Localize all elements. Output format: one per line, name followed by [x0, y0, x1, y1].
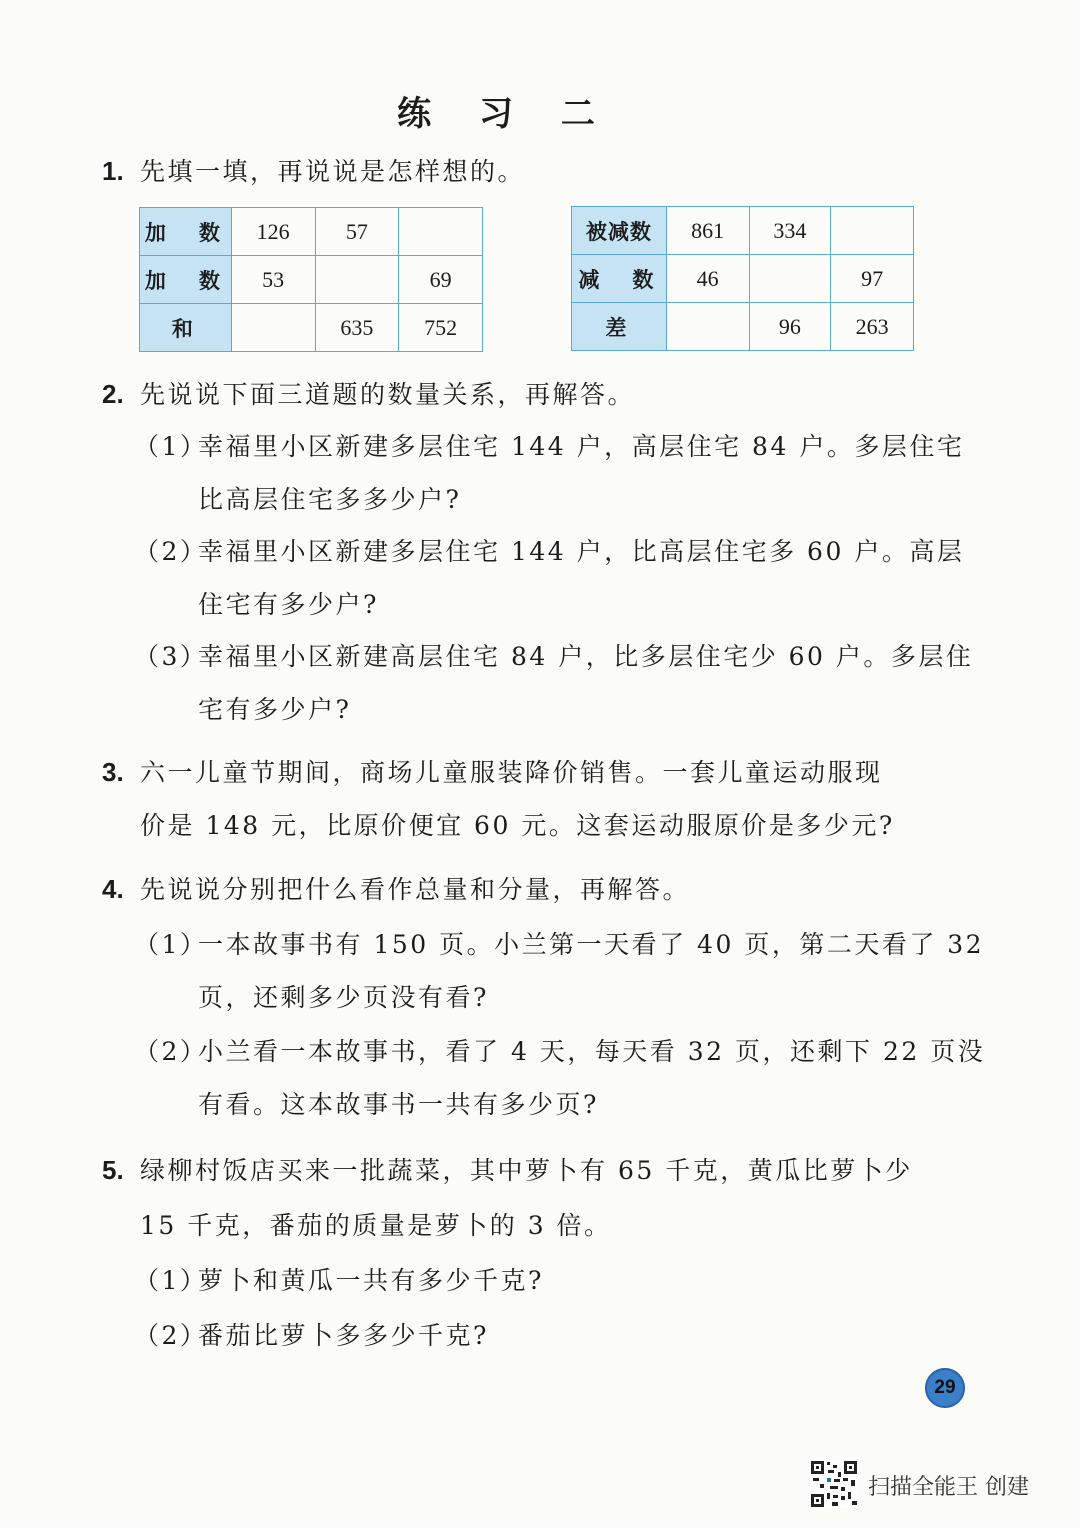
subquestion-line: 页，还剩多少页没有看?	[198, 983, 489, 1012]
subquestion-line: 比高层住宅多多少户?	[198, 485, 462, 514]
table-cell	[831, 207, 914, 255]
subquestion-line: 幸福里小区新建多层住宅 144 户，高层住宅 84 户。多层住宅	[198, 432, 965, 461]
table-row	[140, 256, 483, 304]
table-cell: 53	[231, 256, 315, 304]
subquestion-line: 小兰看一本故事书，看了 4 天，每天看 32 页，还剩下 22 页没	[198, 1037, 986, 1066]
table-row	[572, 255, 914, 303]
table-cell: 69	[399, 256, 483, 304]
table-row	[140, 304, 483, 352]
page-title: 练 习 二	[397, 94, 613, 134]
page-number-badge: 29	[925, 1368, 965, 1408]
question-3-line: 价是 148 元，比原价便宜 60 元。这套运动服原价是多少元?	[140, 811, 895, 840]
question-3-number: 3.	[102, 757, 124, 787]
subquestion-number: （2）	[134, 537, 208, 566]
table-header-cell: 和	[140, 304, 232, 352]
table-cell: 97	[831, 255, 914, 303]
question-4-text: 先说说分别把什么看作总量和分量，再解答。	[140, 875, 691, 904]
subquestion-number: （3）	[134, 642, 208, 671]
table-cell	[399, 208, 483, 256]
subquestion-line: 宅有多少户?	[198, 695, 352, 724]
question-2-number: 2.	[102, 379, 124, 409]
table-header-cell: 加 数	[140, 256, 232, 304]
question-2-text: 先说说下面三道题的数量关系，再解答。	[140, 380, 636, 409]
subquestion-number: （2）	[134, 1037, 208, 1066]
table-cell	[749, 255, 831, 303]
table-cell: 96	[749, 303, 831, 351]
subquestion-number: （1）	[134, 1266, 208, 1295]
table-cell: 46	[666, 255, 749, 303]
table-header-cell: 加 数	[140, 208, 232, 256]
question-5-line: 15 千克，番茄的质量是萝卜的 3 倍。	[140, 1211, 612, 1240]
subquestion-number: （1）	[134, 432, 208, 461]
table-row	[572, 303, 914, 351]
subquestion-line: 幸福里小区新建多层住宅 144 户，比高层住宅多 60 户。高层	[198, 537, 965, 566]
table-cell: 263	[831, 303, 914, 351]
table-row	[140, 208, 483, 256]
table-row	[572, 207, 914, 255]
table-cell	[666, 303, 749, 351]
table-cell	[231, 304, 315, 352]
subquestion-line: 幸福里小区新建高层住宅 84 户，比多层住宅少 60 户。多层住	[198, 642, 974, 671]
qr-code-icon	[810, 1460, 858, 1508]
question-5-number: 5.	[102, 1155, 124, 1185]
table-cell: 752	[399, 304, 483, 352]
subquestion-number: （2）	[134, 1321, 208, 1350]
subquestion-line: 有看。这本故事书一共有多少页?	[198, 1090, 599, 1119]
table-header-cell: 被减数	[572, 207, 667, 255]
subquestion-line: 萝卜和黄瓜一共有多少千克?	[198, 1266, 544, 1295]
table-cell: 126	[231, 208, 315, 256]
question-4-number: 4.	[102, 874, 124, 904]
table-header-cell: 差	[572, 303, 667, 351]
table-cell: 57	[315, 208, 399, 256]
subquestion-line: 一本故事书有 150 页。小兰第一天看了 40 页，第二天看了 32	[198, 930, 985, 959]
watermark-text: 扫描全能王 创建	[868, 1475, 1029, 1500]
question-1-number: 1.	[102, 156, 124, 186]
table-cell: 334	[749, 207, 831, 255]
subquestion-line: 住宅有多少户?	[198, 590, 379, 619]
table-cell	[315, 256, 399, 304]
question-1-text: 先填一填，再说说是怎样想的。	[140, 157, 526, 186]
subquestion-number: （1）	[134, 930, 208, 959]
table-cell: 861	[666, 207, 749, 255]
table-cell: 635	[315, 304, 399, 352]
addition-table	[139, 207, 483, 352]
question-3-line: 六一儿童节期间，商场儿童服装降价销售。一套儿童运动服现	[140, 758, 883, 787]
subquestion-line: 番茄比萝卜多多少千克?	[198, 1321, 489, 1350]
table-header-cell: 减 数	[572, 255, 667, 303]
subtraction-table	[571, 206, 914, 351]
question-5-line: 绿柳村饭店买来一批蔬菜，其中萝卜有 65 千克，黄瓜比萝卜少	[140, 1156, 913, 1185]
